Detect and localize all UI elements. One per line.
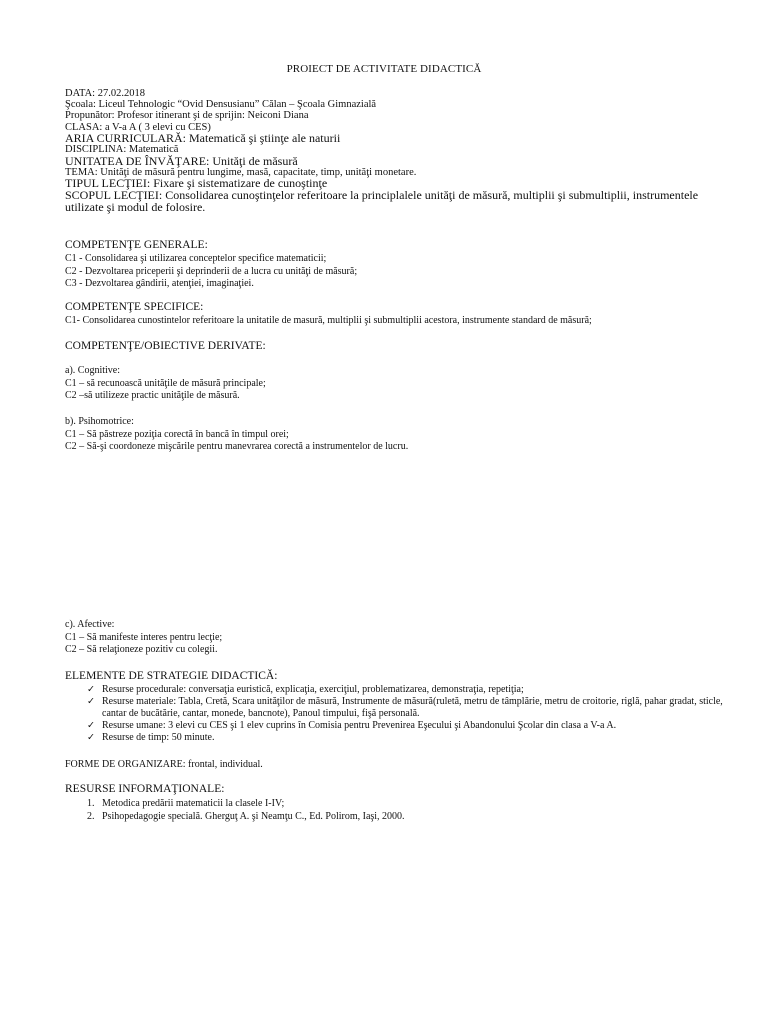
- strategy-item: [87, 696, 727, 720]
- derived-objectives-section: [65, 340, 735, 354]
- psychomotor-objectives: [65, 416, 735, 454]
- date-line: DATA: 27.02.2018: [65, 88, 145, 99]
- information-resources-section: [65, 783, 735, 823]
- affective-objectives: [65, 619, 735, 657]
- resource-item: [87, 797, 735, 810]
- class-line: CLASA: a V-a A ( 3 elevi cu CES): [65, 121, 211, 133]
- document-title: PROIECT DE ACTIVITATE DIDACTICĂ: [286, 63, 482, 75]
- specific-competences-title: COMPETENŢE SPECIFICE:: [65, 301, 204, 313]
- general-competences-section: [65, 239, 735, 291]
- resource-number: 1.: [87, 798, 95, 809]
- didactic-strategy-title: ELEMENTE DE STRATEGIE DIDACTICĂ:: [65, 670, 278, 682]
- strategy-item: [87, 684, 727, 696]
- general-competence-item: C2 - Dezvoltarea priceperii şi deprinderii de a lucra cu unităţi de măsură;: [65, 265, 358, 277]
- strategy-item-text: Resurse de timp: 50 minute.: [102, 732, 215, 743]
- checkmark-icon: ✓: [87, 720, 95, 731]
- strategy-item-text: Resurse procedurale: conversaţia euristică, explicaţia, exerciţiul, problematizarea, demonstraţia, repetiţia;: [102, 684, 524, 695]
- derived-objectives-title: COMPETENŢE/OBIECTIVE DERIVATE:: [65, 340, 266, 352]
- didactic-strategy-section: [65, 670, 735, 744]
- curricular-area-line: ARIA CURRICULARĂ: Matematică şi ştiinţe ale naturii: [65, 130, 341, 145]
- proposer-line: Propunător: Profesor itinerant şi de sprijin: Neiconi Diana: [65, 110, 309, 122]
- strategy-item: [87, 720, 727, 732]
- cognitive-label: a). Cognitive:: [65, 365, 120, 376]
- learning-unit-line: UNITATEA DE ÎNVĂŢARE: Unităţi de măsură: [65, 153, 298, 168]
- lesson-scope-line: SCOPUL LECŢIEI: Consolidarea cunoştinţelor referitoare la principlalele unităţi de măsură, multiplii şi submultiplii, instrumentele utilizate şi modul de folosire.: [65, 188, 699, 214]
- resources-list: [65, 797, 735, 823]
- school-line: Şcoala: Liceul Tehnologic “Ovid Densusianu” Călan – Şcoala Gimnazială: [65, 99, 377, 111]
- strategy-item-text: Resurse umane: 3 elevi cu CES şi 1 elev cuprins în Comisia pentru Prevenirea Eşecului şi Abandonului Şcolar din clasa a V-a A.: [102, 720, 617, 731]
- cognitive-item: C1 – să recunoască unităţile de măsură principale;: [65, 377, 266, 389]
- general-competence-item: C1 - Consolidarea şi utilizarea conceptelor specifice matematicii;: [65, 253, 327, 264]
- affective-item: C1 – Să manifeste interes pentru lecţie;: [65, 631, 223, 643]
- strategy-item-text: Resurse materiale: Tabla, Cretă, Scara unităţilor de măsură, Instrumente de măsură(ruletă, metru de tâmplărie, metru de croitorie, riglă, pahar gradat, sticle, cantar de bucătărie, cantar, monede, bancnote), Panoul timpului, fişă personală.: [102, 696, 723, 719]
- psychomotor-item: C1 – Să păstreze poziţia corectă în bancă în timpul orei;: [65, 428, 289, 440]
- resource-item: [87, 810, 735, 823]
- affective-label: c). Afective:: [65, 619, 115, 630]
- header-block: [65, 88, 725, 213]
- resource-number: 2.: [87, 811, 95, 822]
- cognitive-item: C2 –să utilizeze practic unităţile de măsură.: [65, 390, 240, 402]
- discipline-line: DISCIPLINA: Matematică: [65, 144, 179, 156]
- theme-line: TEMA: Unităţi de măsură pentru lungime, masă, capacitate, timp, unităţi monetare.: [65, 167, 417, 179]
- psychomotor-label: b). Psihomotrice:: [65, 416, 134, 427]
- lesson-type-line: TIPUL LECŢIEI: Fixare şi sistematizare de cunoştinţe: [65, 176, 328, 191]
- information-resources-title: RESURSE INFORMAŢIONALE:: [65, 783, 225, 795]
- strategy-list: [65, 684, 727, 744]
- affective-item: C2 – Să relaţioneze pozitiv cu colegii.: [65, 644, 218, 656]
- psychomotor-item: C2 – Să-şi coordoneze mişcările pentru manevrarea corectă a instrumentelor de lucru.: [65, 441, 409, 453]
- general-competences-title: COMPETENŢE GENERALE:: [65, 239, 208, 251]
- specific-competences-section: [65, 301, 735, 328]
- organization-forms-section: [65, 759, 735, 772]
- checkmark-icon: ✓: [87, 684, 95, 695]
- general-competence-item: C3 - Dezvoltarea gândirii, atenţiei, imaginaţiei.: [65, 278, 254, 290]
- cognitive-objectives: [65, 365, 735, 403]
- checkmark-icon: ✓: [87, 732, 95, 743]
- specific-competence-item: C1- Consolidarea cunostintelor referitoare la unitatile de masură, multiplii şi submultiplii acestora, instrumente standard de măsură;: [65, 315, 592, 326]
- checkmark-icon: ✓: [87, 696, 95, 707]
- resource-text: Psihopedagogie specială. Gherguţ A. şi Neamţu C., Ed. Polirom, Iaşi, 2000.: [102, 811, 405, 822]
- strategy-item: [87, 732, 727, 744]
- organization-forms-line: FORME DE ORGANIZARE: frontal, individual.: [65, 759, 263, 770]
- resource-text: Metodica predării matematicii la clasele I-IV;: [102, 798, 285, 809]
